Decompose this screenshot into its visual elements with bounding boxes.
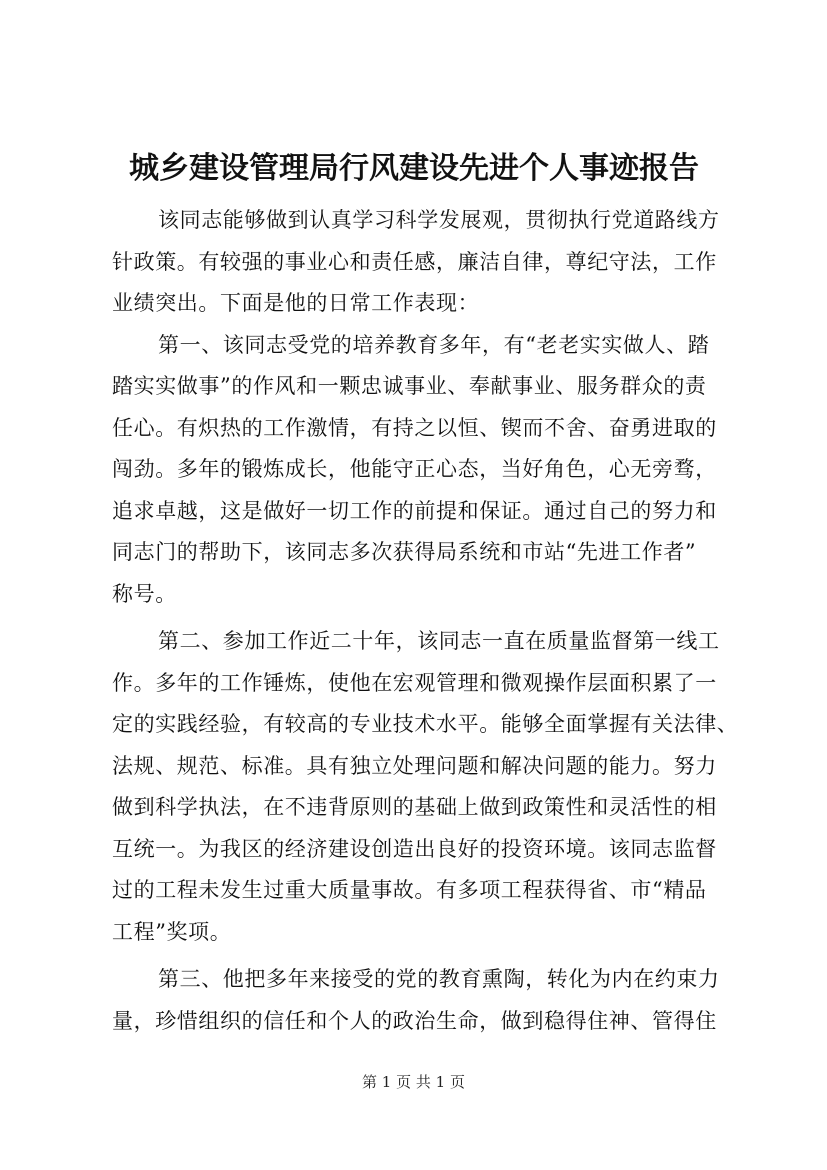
text-line: 定的实践经验，有较高的专业技术水平。能够全面掌握有关法律、: [112, 712, 739, 736]
text-line: 过的工程未发生过重大质量事故。有多项工程获得省、市“精品: [112, 878, 707, 902]
text-line: 追求卓越，这是做好一切工作的前提和保证。通过自己的努力和: [112, 498, 717, 523]
text-line: 称号。: [112, 581, 177, 606]
text-line: 量，珍惜组织的信任和个人的政治生命，做到稳得住神、管得住: [112, 1008, 717, 1033]
text-line: 第二、参加工作近二十年，该同志一直在质量监督第一线工: [158, 629, 720, 653]
text-line: 针政策。有较强的事业心和责任感，廉洁自律，尊纪守法，工作: [112, 249, 717, 274]
paragraph-first: [112, 325, 722, 616]
text-line: 业绩突出。下面是他的日常工作表现：: [112, 291, 480, 315]
text-line: 任心。有炽热的工作激情，有持之以恒、锲而不舍、奋勇进取的: [112, 415, 717, 440]
text-line: 工程”奖项。: [112, 919, 232, 944]
text-line: 闯劲。多年的锻炼成长，他能守正心态，当好角色，心无旁骛，: [112, 457, 717, 481]
paragraph-second: [112, 621, 739, 953]
text-line: 该同志能够做到认真学习科学发展观，贯彻执行党道路线方: [158, 208, 720, 232]
text-line: 互统一。为我区的经济建设创造出良好的投资环境。该同志监督: [112, 836, 717, 861]
paragraph-third: [112, 959, 722, 1042]
paragraph-intro: [112, 200, 722, 325]
text-line: 第一、该同志受党的培养教育多年，有“老老实实做人、踏: [158, 332, 710, 357]
text-line: 同志门的帮助下，该同志多次获得局系统和市站“先进工作者”: [112, 540, 697, 564]
text-line: 做到科学执法，在不违背原则的基础上做到政策性和灵活性的相: [112, 795, 717, 819]
text-line: 第三、他把多年来接受的党的教育熏陶，转化为内在约束力: [158, 967, 720, 991]
text-line: 作。多年的工作锤炼，使他在宏观管理和微观操作层面积累了一: [112, 670, 717, 695]
document-title: 城乡建设管理局行风建设先进个人事迹报告: [129, 151, 699, 186]
text-line: 踏实实做事”的作风和一颗忠诚事业、奉献事业、服务群众的责: [112, 374, 707, 398]
page-number-footer: 第 1 页 共 1 页: [362, 1073, 465, 1091]
document-body: [112, 200, 739, 1042]
text-line: 法规、规范、标准。具有独立处理问题和解决问题的能力。努力: [112, 753, 717, 778]
